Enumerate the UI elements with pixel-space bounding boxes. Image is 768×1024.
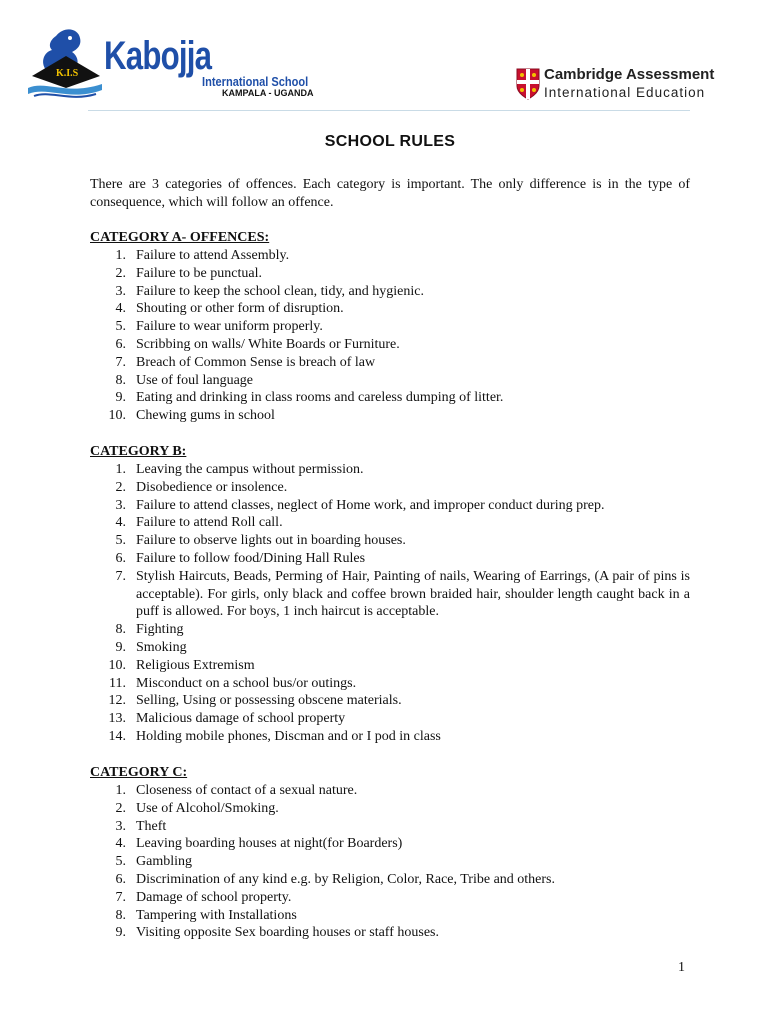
list-item: [90, 265, 690, 283]
list-item-text: Stylish Haircuts, Beads, Perming of Hair, Painting of nails, Wearing of Earrings, (A pair of pins is acceptable). For girls, only black and coffee brown braided hair, shoulder length caught back in a puff is allowed. For boys, 1 inch haircut is acceptable.: [136, 568, 690, 620]
list-item-number: 12.: [108, 693, 126, 709]
list-item-text: Tampering with Installations: [136, 907, 297, 923]
list-item-text: Religious Extremism: [136, 657, 255, 673]
list-item-number: 14.: [108, 728, 126, 744]
header-divider: [88, 110, 690, 111]
list-item: [90, 568, 690, 621]
list-item: [90, 497, 690, 515]
list-item-text: Theft: [136, 818, 167, 834]
list-item: [90, 532, 690, 550]
list-item: [90, 318, 690, 336]
list-item: [90, 871, 690, 889]
list-item-text: Shouting or other form of disruption.: [136, 301, 344, 317]
page-header: [0, 0, 768, 112]
list-item-number: 1.: [115, 462, 126, 477]
list-item-number: 6.: [115, 871, 126, 887]
list-item-number: 5.: [115, 854, 126, 870]
list-item: [90, 818, 690, 836]
list-item: [90, 514, 690, 532]
list-item: [90, 283, 690, 301]
list-item: [90, 889, 690, 907]
list-item-number: 8.: [115, 622, 126, 638]
list-item-number: 6.: [115, 336, 126, 352]
list-item-number: 6.: [115, 550, 126, 566]
list-item: [90, 835, 690, 853]
list-item-number: 4.: [115, 836, 126, 852]
list-item-number: 3.: [115, 818, 126, 834]
list-item: [90, 907, 690, 925]
list-item-number: 2.: [115, 800, 126, 816]
list-item: [90, 710, 690, 728]
list-item-number: 13.: [108, 711, 126, 727]
list-item-number: 2.: [115, 479, 126, 495]
list-item: [90, 728, 690, 746]
list-item-text: Failure to wear uniform properly.: [136, 319, 323, 335]
list-item-text: Failure to attend classes, neglect of Home work, and improper conduct during prep.: [136, 497, 605, 513]
list-item: [90, 336, 690, 354]
list-item-number: 7.: [115, 889, 126, 905]
list-item-text: Failure to keep the school clean, tidy, and hygienic.: [136, 283, 424, 299]
list-item-number: 1.: [115, 783, 126, 798]
list-item-text: Malicious damage of school property: [136, 711, 346, 727]
list-item-text: Misconduct on a school bus/or outings.: [136, 675, 357, 691]
list-item: [90, 800, 690, 818]
list-item: [90, 389, 690, 407]
list-item-text: Damage of school property.: [136, 889, 292, 905]
category-c-list: [90, 782, 690, 942]
list-item-text: Failure to observe lights out in boarding houses.: [136, 533, 406, 549]
category-a-heading: CATEGORY A- OFFENCES:: [90, 230, 270, 245]
page-title: SCHOOL RULES: [324, 133, 456, 150]
list-item-number: 8.: [115, 372, 126, 388]
list-item-text: Failure to attend Assembly.: [136, 248, 290, 263]
list-item-text: Gambling: [136, 854, 192, 870]
list-item-text: Leaving boarding houses at night(for Boarders): [136, 836, 403, 852]
list-item-text: Visiting opposite Sex boarding houses or staff houses.: [136, 925, 439, 941]
list-item-text: Failure to attend Roll call.: [136, 515, 283, 531]
list-item: [90, 692, 690, 710]
list-item-text: Scribbing on walls/ White Boards or Furniture.: [136, 336, 400, 352]
list-item-number: 9.: [115, 639, 126, 655]
category-a-list: [90, 247, 690, 425]
list-item-number: 4.: [115, 515, 126, 531]
list-item-text: Fighting: [136, 622, 184, 638]
list-item-number: 10.: [108, 408, 126, 424]
list-item-number: 2.: [115, 265, 126, 281]
cambridge-title: Cambridge Assessment: [544, 66, 715, 83]
list-item-text: Smoking: [136, 639, 187, 655]
list-item: [90, 407, 690, 425]
list-item-text: Use of Alcohol/Smoking.: [136, 800, 279, 816]
list-item-number: 9.: [115, 390, 126, 406]
list-item-number: 9.: [115, 925, 126, 941]
list-item-text: Leaving the campus without permission.: [136, 462, 364, 477]
list-item: [90, 639, 690, 657]
list-item-number: 5.: [115, 533, 126, 549]
list-item: [90, 461, 690, 479]
category-c-heading: CATEGORY C:: [90, 765, 188, 780]
list-item: [90, 782, 690, 800]
intro-paragraph: There are 3 categories of offences. Each category is important. The only difference is in the type of consequence, which will follow an offence.: [90, 177, 690, 210]
list-item-text: Use of foul language: [136, 372, 254, 388]
list-item: [90, 550, 690, 568]
list-item-number: 7.: [115, 568, 126, 584]
list-item-number: 5.: [115, 319, 126, 335]
list-item-text: Failure to follow food/Dining Hall Rules: [136, 550, 366, 566]
list-item-number: 7.: [115, 354, 126, 370]
list-item-text: Holding mobile phones, Discman and or I pod in class: [136, 728, 441, 744]
list-item-number: 3.: [115, 497, 126, 513]
list-item: [90, 675, 690, 693]
list-item-number: 11.: [109, 675, 126, 691]
list-item-text: Breach of Common Sense is breach of law: [136, 354, 376, 370]
crest-text: K.I.S: [56, 68, 79, 79]
list-item-text: Selling, Using or possessing obscene materials.: [136, 693, 402, 709]
cambridge-logo: [514, 64, 744, 106]
list-item-text: Chewing gums in school: [136, 408, 275, 424]
list-item: [90, 479, 690, 497]
list-item: [90, 247, 690, 265]
list-item-number: 4.: [115, 301, 126, 317]
list-item: [90, 853, 690, 871]
list-item: [90, 924, 690, 942]
list-item-text: Eating and drinking in class rooms and careless dumping of litter.: [136, 390, 504, 406]
list-item-number: 10.: [108, 657, 126, 673]
school-name: Kabojja: [104, 34, 212, 78]
school-location: KAMPALA - UGANDA: [222, 88, 314, 98]
list-item-number: 8.: [115, 907, 126, 923]
list-item: [90, 300, 690, 318]
list-item: [90, 657, 690, 675]
kabojja-logo: [26, 26, 314, 106]
list-item: [90, 621, 690, 639]
kabojja-crest-icon: [26, 26, 106, 104]
list-item: [90, 372, 690, 390]
category-b-list: [90, 461, 690, 746]
list-item-text: Failure to be punctual.: [136, 265, 262, 281]
list-item-number: 3.: [115, 283, 126, 299]
cambridge-shield-icon: [516, 68, 540, 100]
page-number: 1: [678, 960, 685, 975]
school-subtitle: International School: [202, 74, 309, 89]
list-item-text: Closeness of contact of a sexual nature.: [136, 783, 358, 798]
list-item: [90, 354, 690, 372]
list-item-text: Discrimination of any kind e.g. by Religion, Color, Race, Tribe and others.: [136, 871, 555, 887]
list-item-text: Disobedience or insolence.: [136, 479, 288, 495]
cambridge-subtitle: International Education: [544, 85, 706, 100]
category-b-heading: CATEGORY B:: [90, 444, 187, 459]
list-item-number: 1.: [115, 248, 126, 263]
